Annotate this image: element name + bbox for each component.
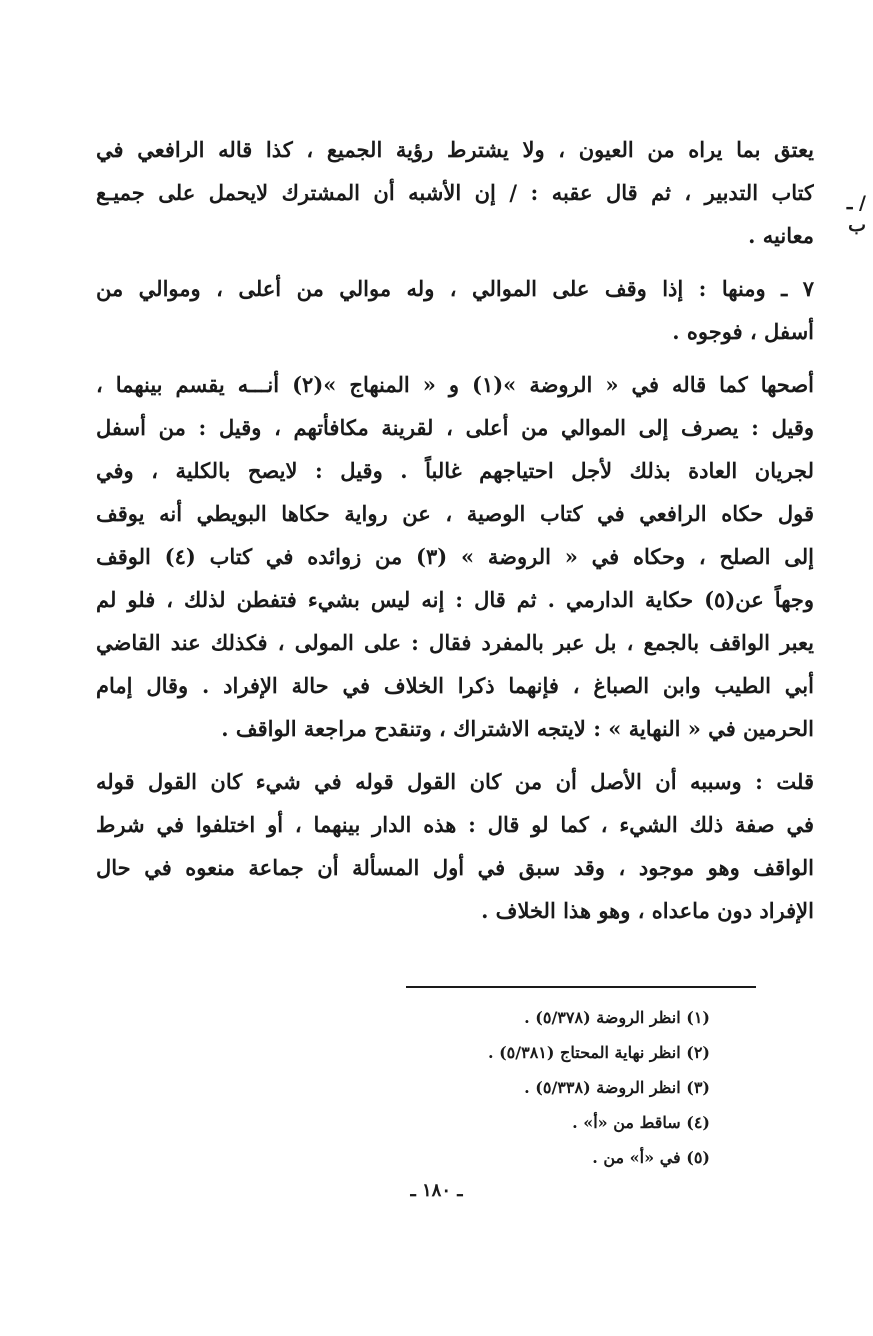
text-line: قول حكاه الرافعي في كتاب الوصية ، عن رواية حكاها البويطي أنه يوقف xyxy=(96,501,814,526)
footnotes xyxy=(420,1000,710,1175)
text-line: يعبر الواقف بالجمع ، بل عبر بالمفرد فقال : على المولى ، فكذلك عند القاضي xyxy=(96,630,814,655)
text-line: وقيل : يصرف إلى الموالي من أعلى ، لقرينة مكافأتهم ، وقيل : من أسفل xyxy=(96,415,814,440)
text-line: الإفراد دون ماعداه ، وهو هذا الخلاف . xyxy=(481,898,814,923)
paragraph-3 xyxy=(96,363,814,750)
main-text xyxy=(96,128,814,942)
footnote-separator xyxy=(406,986,756,988)
text-line: إلى الصلح ، وحكاه في « الروضة » (٣) من زوائده في كتاب (٤) الوقف xyxy=(96,544,814,569)
page-number: ـ ١٨٠ ـ xyxy=(410,1180,463,1201)
text-line: في صفة ذلك الشيء ، كما لو قال : هذه الدار بينهما ، أو اختلفوا في شرط xyxy=(96,812,814,837)
footnote-4: (٤) ساقط من «أ» . xyxy=(572,1113,710,1132)
text-line: الواقف وهو موجود ، وقد سبق في أول المسألة أن جماعة منعوه في حال xyxy=(96,855,814,880)
text-line: يعتق بما يراه من العيون ، ولا يشترط رؤية الجميع ، كذا قاله الرافعي في xyxy=(96,137,814,162)
text-line: أبي الطيب وابن الصباغ ، فإنهما ذكرا الخلاف في حالة الإفراد . وقال إمام xyxy=(96,673,814,698)
footnote-3: (٣) انظر الروضة (٥/٣٣٨) . xyxy=(524,1078,710,1097)
text-line: لجريان العادة بذلك لأجل احتياجهم غالباً . وقيل : لايصح بالكلية ، وفي xyxy=(96,458,814,483)
text-line: أصحها كما قاله في « الروضة »(١) و « المنهاج »(٢) أنـــه يقسم بينهما ، xyxy=(96,372,814,397)
text-line: معانيه . xyxy=(748,223,814,248)
text-line: ٧ ـ ومنها : إذا وقف على الموالي ، وله موالي من أعلى ، وموالي من xyxy=(96,276,814,301)
footnote-1: (١) انظر الروضة (٥/٣٧٨) . xyxy=(524,1008,710,1027)
text-line: الحرمين في « النهاية » : لايتجه الاشتراك ، وتنقدح مراجعة الواقف . xyxy=(221,716,814,741)
text-line: وجهاً عن(٥) حكاية الدارمي . ثم قال : إنه ليس بشيء فتفطن لذلك ، فلو لم xyxy=(96,587,814,612)
paragraph-1 xyxy=(96,128,814,257)
footnote-2: (٢) انظر نهاية المحتاج (٥/٣٨١) . xyxy=(487,1043,710,1062)
paragraph-4 xyxy=(96,760,814,932)
text-line: قلت : وسببه أن الأصل أن من كان القول قوله في شيء كان القول قوله xyxy=(96,769,814,794)
footnote-5: (٥) في «أ» من . xyxy=(592,1148,710,1167)
text-line: أسفل ، فوجوه . xyxy=(672,319,814,344)
text-line: كتاب التدبير ، ثم قال عقبه : / إن الأشبه أن المشترك لايحمل على جميـع xyxy=(96,180,814,205)
margin-folio-note: / ـ ب xyxy=(846,192,866,236)
paragraph-2 xyxy=(96,267,814,353)
